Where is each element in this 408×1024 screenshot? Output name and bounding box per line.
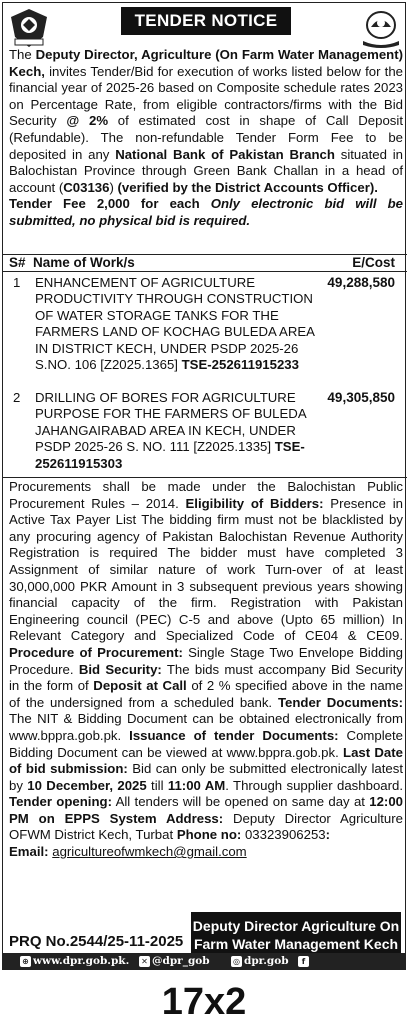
instagram-item[interactable] [231, 953, 289, 970]
website-text: www.dpr.gob.pk. [33, 955, 130, 967]
table-divider [3, 477, 407, 478]
opening-time: 12:00 PM on EPPS System Address: [9, 794, 403, 826]
row-work-text: ENHANCEMENT OF AGRICULTURE PRODUCTIVITY THROUGH CONSTRUCTION OF WATER STORAGE TANKS FOR THE FARMERS LAND OF KOCHAG BULEDA AREA IN DISTRICT KECH, UNDER PSDP 2025-26 S.NO. 106 [Z2025.1365] [35, 275, 315, 373]
row-cost: 49,288,580 [327, 275, 395, 290]
last-date-heading: Last Date of bid submission: [9, 744, 403, 777]
notice-frame [2, 2, 406, 970]
works-table-header [3, 254, 407, 272]
terms-text: Presence in Active Tax Payer List The bidding firm must not be blacklisted by any procuring agency of Pakistan Balochistan Revenue Authority Registration is required The bidder must have completed 3 Assignment of similar nature of work Turn-over of at least 30,000,000 PKR Amount in 3 subsequent previous years showing financial capacity of the firm. Registration with Pakistan Engineering council (PEC) C-5 and above (Upto 65 million) In Relevant Category and Specialized Code of CE04 & CE09. [9, 495, 403, 644]
phone-number: 03323906253 [241, 827, 326, 843]
tender-fee [9, 196, 403, 229]
column-cost: E/Cost [352, 255, 395, 270]
row-work-text: DRILLING OF BORES FOR AGRICULTURE PURPOSE FOR THE FARMERS OF BULEDA JAHANGAIRABAD AREA IN KECH, UNDER PSDP 2025-26 S. NO. 111 [Z2025.1335] [35, 390, 306, 455]
phone-heading: Phone no: [176, 827, 242, 843]
social-bar [2, 953, 408, 984]
twitter-text: @dpr_gob [152, 955, 210, 967]
intro-text: situated in Balochistan Province through Green Bank Challan in a head of account ( [9, 146, 404, 195]
page-title: TENDER NOTICE [121, 7, 291, 35]
procedure-heading: Procedure of Procurement: [9, 644, 183, 660]
terms-text: The NIT & Bidding Document can be obtained electronically from www.bppra.gob.pk. [9, 711, 403, 743]
facebook-icon: f [298, 956, 309, 967]
terms-text: Complete Bidding Document can be viewed at www.bppra.gob.pk. [9, 727, 404, 760]
terms-text: Single Stage Two Envelope Bidding Procedure. [9, 644, 403, 677]
twitter-icon: ✕ [139, 956, 150, 967]
account-head: C03136 [63, 179, 110, 195]
verification-note: (verified by the District Accounts Officer). [117, 179, 378, 195]
row-sno: 2 [13, 390, 21, 405]
tender-fee-text: Tender Fee 2,000 for each [9, 196, 211, 212]
header [3, 3, 407, 53]
govt-logo-left [7, 7, 51, 49]
signatory-line: Farm Water Management Kech [193, 936, 399, 952]
terms-paragraph [9, 479, 403, 861]
tender-documents-heading: Tender Documents: [277, 694, 403, 710]
terms-text: The bids must accompany Bid Security in the form of [9, 661, 403, 694]
issuance-heading: Issuance of tender Documents: [129, 727, 339, 743]
intro-department: Deputy Director, Agriculture (On Farm Water Management) Kech, [9, 47, 404, 79]
bid-security-rate: @ 2% [66, 113, 109, 129]
instagram-icon: ◎ [231, 956, 242, 967]
row-work [35, 275, 320, 373]
prq-number: PRQ No.2544/25-11-2025 [9, 933, 184, 950]
electronic-bid-note: Only electronic bid will be submitted, no physical bid is required. [9, 196, 404, 228]
terms-text: Procurements shall be made under the Balochistan Public Procurement Rules – 2014. [9, 479, 403, 511]
row-tender-id: TSE-252611915233 [181, 357, 299, 373]
row-cost: 49,305,850 [327, 390, 395, 405]
column-sno: S# [9, 255, 26, 270]
email-link[interactable]: agricultureofwmkech@gmail.com [52, 844, 247, 860]
signatory [191, 912, 401, 958]
intro-paragraph [9, 47, 403, 230]
row-sno: 1 [13, 275, 21, 290]
last-time: 11:00 AM [167, 777, 226, 793]
terms-text: Bid can only be submitted electronically latest by [9, 761, 403, 793]
row-tender-id: TSE-252611915303 [35, 439, 305, 471]
intro-text: invites Tender/Bid for execution of works listed below for the financial year of 2025-26 based on Composite schedule rates 2023 on Percentage Rate, from eligible contractors/firms with the Bid Security [9, 63, 403, 129]
tender-opening-heading: Tender opening: [9, 794, 112, 810]
row-work [35, 390, 320, 472]
bid-security-heading: Bid Security: [78, 661, 162, 677]
instagram-text: dpr.gob [244, 955, 289, 967]
terms-text: All tenders will be opened on same day at [111, 794, 370, 810]
terms-text: till [146, 777, 168, 793]
bank-name: National Bank of Pakistan Branch [115, 146, 335, 162]
last-date: 10 December, 2025 [27, 777, 147, 793]
signatory-line: Deputy Director Agriculture On [192, 918, 400, 934]
intro-text: ) [109, 179, 118, 195]
terms-text: : [325, 827, 331, 843]
column-work: Name of Work/s [33, 255, 135, 270]
deposit-at-call: Deposit at Call [93, 678, 187, 694]
intro-text: of estimated cost in shape of Call Deposit (Refundable). The non-refundable Tender Form Fee to be deposited in any [9, 113, 403, 162]
facebook-text: @dgpr.balochistan [298, 972, 408, 984]
email-heading: Email: [9, 844, 49, 860]
terms-text: of 2 % specified above in the name of the undersigned from a scheduled bank. [9, 678, 403, 710]
globe-icon: ⊕ [20, 956, 31, 967]
ad-size-label: 17x2 [161, 981, 247, 1023]
website-item[interactable] [20, 953, 129, 970]
govt-logo-right [359, 7, 403, 49]
terms-text: Deputy Director Agriculture OFWM District Kech, Turbat [9, 810, 403, 843]
terms-text: . Through supplier dashboard. [225, 777, 403, 793]
eligibility-heading: Eligibility of Bidders: [185, 495, 324, 511]
intro-text: The [9, 47, 36, 62]
twitter-item[interactable] [139, 953, 210, 970]
